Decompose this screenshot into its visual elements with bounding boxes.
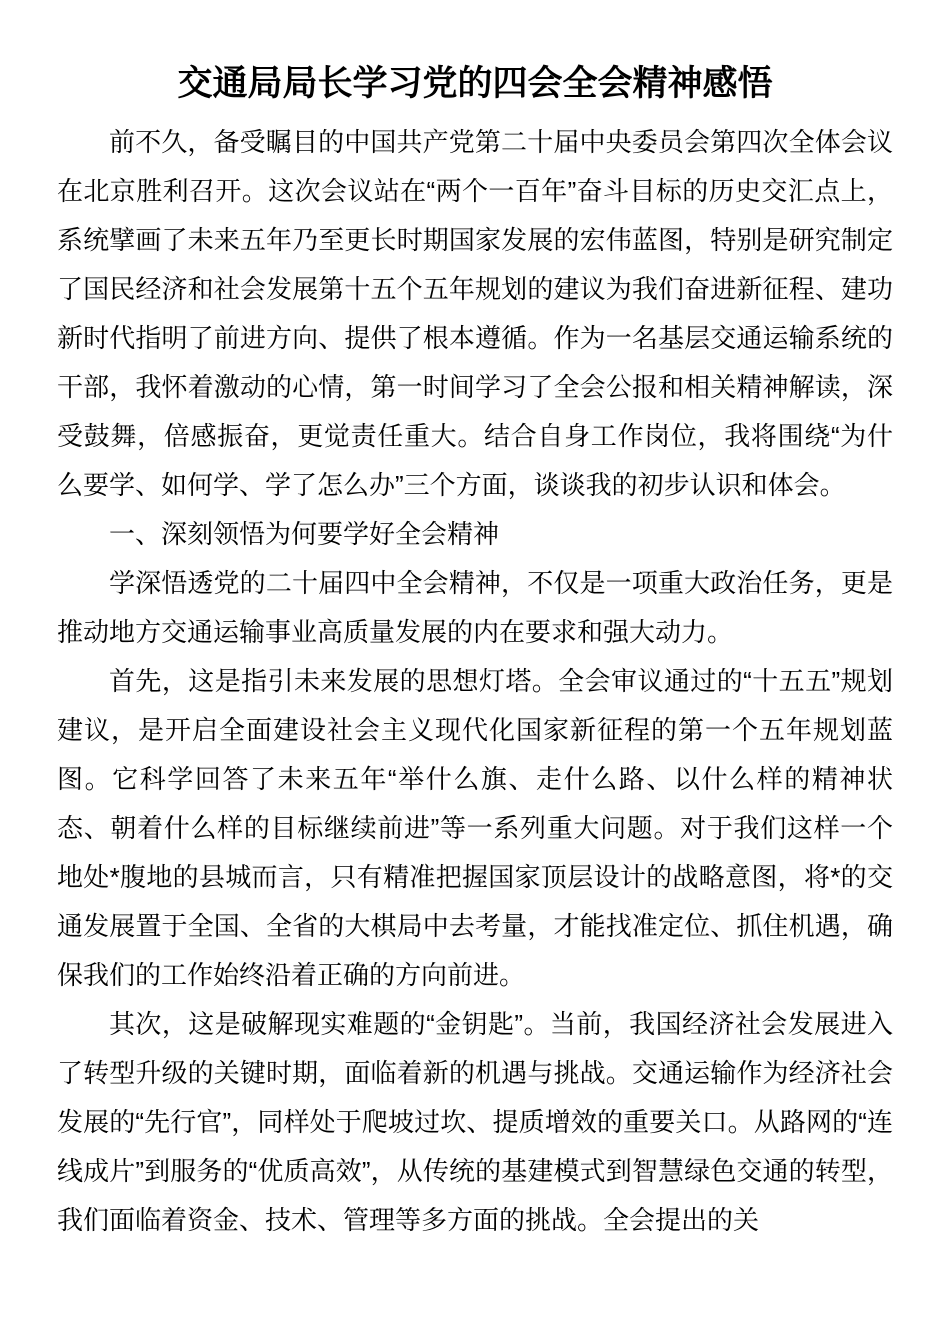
paragraph-intro: 前不久，备受瞩目的中国共产党第二十届中央委员会第四次全体会议在北京胜利召开。这次会议站在“两个一百年”奋斗目标的历史交汇点上，系统擘画了未来五年乃至更长时期国家发展的宏伟蓝图，特别是研究制定了国民经济和社会发展第十五个五年规划的建议为我们奋进新征程、建功新时代指明了前进方向、提供了根本遵循。作为一名基层交通运输系统的干部，我怀着激动的心情，第一时间学习了全会公报和相关精神解读，深受鼓舞，倍感振奋，更觉责任重大。结合自身工作岗位，我将围绕“为什么要学、如何学、学了怎么办”三个方面，谈谈我的初步认识和体会。: [57, 127, 893, 500]
document-title: 交通局局长学习党的四会全会精神感悟: [177, 64, 773, 103]
paragraph-first-point: 首先，这是指引未来发展的思想灯塔。全会审议通过的“十五五”规划建议，是开启全面建设社会主义现代化国家新征程的第一个五年规划蓝图。它科学回答了未来五年“举什么旗、走什么路、以什么样的精神状态、朝着什么样的目标继续前进”等一系列重大问题。对于我们这样一个地处*腹地的县城而言，只有精准把握国家顶层设计的战略意图，将*的交通发展置于全国、全省的大棋局中去考量，才能找准定位、抓住机遇，确保我们的工作始终沿着正确的方向前进。: [57, 666, 893, 990]
paragraph-second-point: 其次，这是破解现实难题的“金钥匙”。当前，我国经济社会发展进入了转型升级的关键时期，面临着新的机遇与挑战。交通运输作为经济社会发展的“先行官”，同样处于爬坡过坎、提质增效的重要关口。从路网的“连线成片”到服务的“优质高效”，从传统的基建模式到智慧绿色交通的转型，我们面临着资金、技术、管理等多方面的挑战。全会提出的关: [57, 1009, 893, 1235]
section-heading-1: 一、深刻领悟为何要学好全会精神: [109, 519, 500, 549]
paragraph-why-learn: 学深悟透党的二十届四中全会精神，不仅是一项重大政治任务，更是推动地方交通运输事业高质量发展的内在要求和强大动力。: [57, 568, 893, 647]
